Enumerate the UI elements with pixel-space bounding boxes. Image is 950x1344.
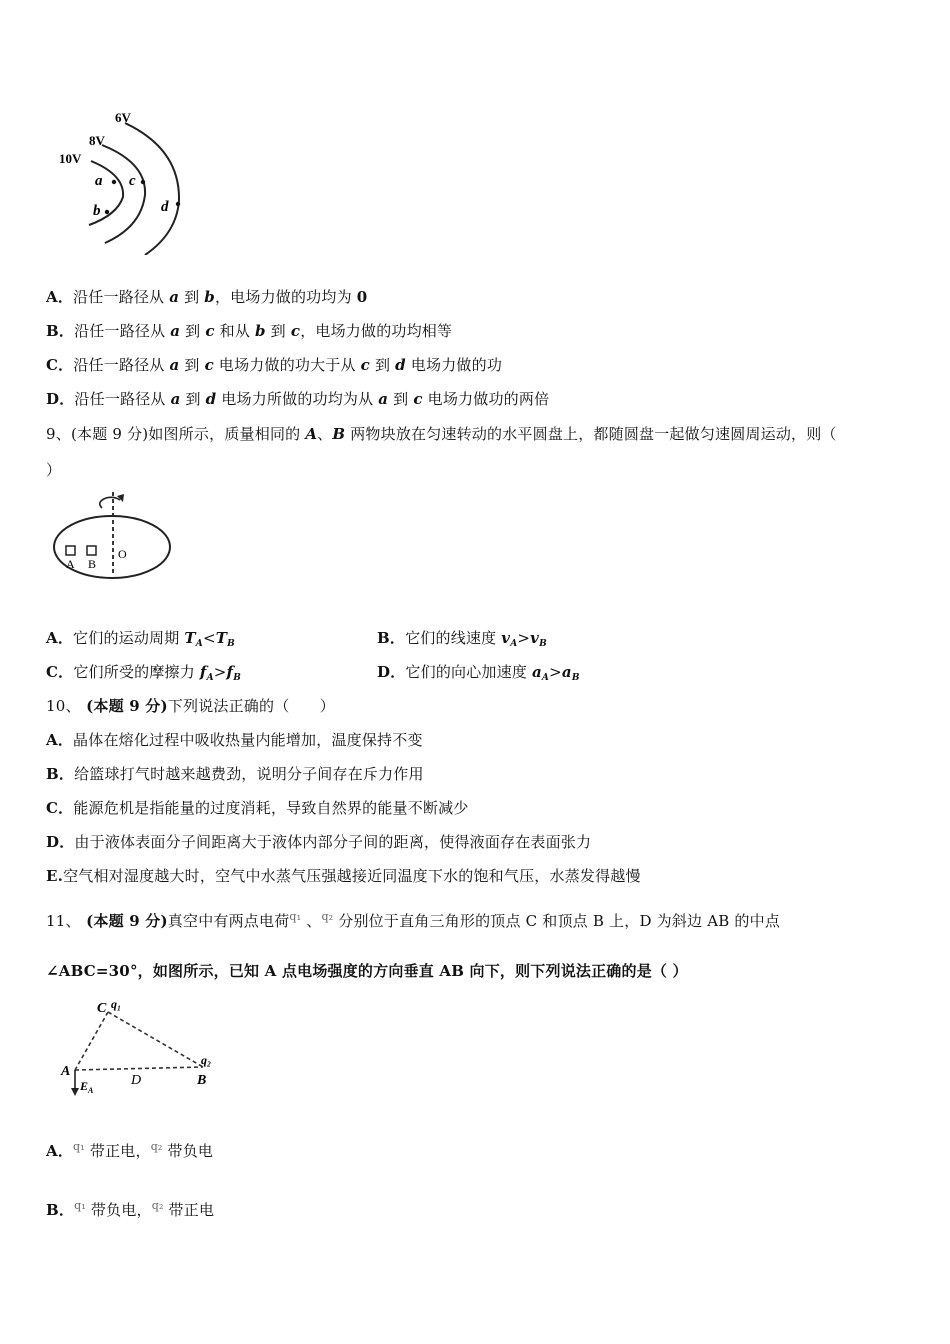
point-b	[105, 210, 109, 214]
label-A: A	[66, 557, 75, 571]
label-a: a	[95, 173, 103, 189]
q9-option-b: B．它们的线速度 $v_A>v_B$	[377, 629, 547, 649]
q11-stem: 11、 (本题 9 分)真空中有两点电荷$^{q_1}$ 、$^{q_2}$ 分别位于直角三角形的顶点 C 和顶点 B 上，D 为斜边 AB 的中点	[46, 910, 781, 930]
point-d	[176, 202, 180, 206]
q10-option-e: E.空气相对湿度越大时，空气中水蒸气压强越接近同温度下水的饱和气压，水蒸发得越慢	[46, 867, 641, 885]
point-a	[112, 180, 116, 184]
q9-stem: 9、(本题 9 分)如图所示，质量相同的 A、B 两物块放在匀速转动的水平圆盘上，都随圆盘一起做匀速圆周运动，则（	[46, 425, 837, 443]
label-d: d	[161, 199, 169, 215]
q9-option-d: D．它们的向心加速度 $a_A>a_B$	[377, 663, 580, 683]
q11-option-b: B．$^{q_1}$ 带负电，$^{q_2}$ 带正电	[46, 1199, 215, 1219]
edge-cb	[108, 1012, 203, 1067]
label-EA: $E_A$	[80, 1079, 94, 1095]
q10-stem: 10、 (本题 9 分)下列说法正确的（ ）	[46, 697, 335, 715]
label-O: O	[118, 547, 127, 561]
label-q1: q₁	[111, 997, 122, 1011]
block-b	[87, 546, 96, 555]
label-A: A	[61, 1064, 71, 1079]
q11-option-a: A．$^{q_1}$ 带正电，$^{q_2}$ 带负电	[46, 1140, 214, 1160]
rotation-arrow-icon	[100, 497, 120, 508]
label-B: B	[197, 1073, 207, 1088]
q10-option-d: D．由于液体表面分子间距离大于液体内部分子间的距离，使得液面存在表面张力	[46, 833, 592, 851]
q9-stem-continued: ）	[46, 461, 62, 479]
q10-option-c: C．能源危机是指能量的过度消耗，导致自然界的能量不断减少	[46, 799, 469, 817]
rotating-disc-figure	[50, 488, 180, 588]
q9-option-c: C．它们所受的摩擦力 $f_A>f_B$	[46, 663, 242, 683]
triangle-charges-figure	[55, 992, 225, 1102]
label-8v: 8V	[89, 133, 105, 148]
label-10v: 10V	[59, 151, 82, 166]
label-c: c	[129, 173, 136, 189]
q8-option-b: B．沿任一路径从 a 到 c 和从 b 到 c，电场力做的功均相等	[46, 322, 453, 340]
edge-ca	[75, 1012, 108, 1070]
label-C: C	[97, 1001, 107, 1016]
q11-stem-continued: ∠ABC=30°，如图所示，已知 A 点电场强度的方向垂直 AB 向下，则下列说法正确的是（ ）	[46, 962, 688, 980]
q8-option-d: D．沿任一路径从 a 到 d 电场力所做的功均为从 a 到 c 电场力做功的两倍	[46, 390, 550, 408]
equipotential-figure	[55, 105, 195, 255]
edge-ab	[75, 1067, 203, 1070]
label-B: B	[88, 557, 97, 571]
arrow-down-icon	[71, 1088, 79, 1096]
label-D: D	[131, 1073, 142, 1088]
block-a	[66, 546, 75, 555]
q8-option-a: A．沿任一路径从 a 到 b，电场力做的功均为 0	[46, 288, 368, 306]
label-b: b	[93, 203, 101, 219]
q10-option-b: B．给篮球打气时越来越费劲，说明分子间存在斥力作用	[46, 765, 424, 783]
equipotential-arc-6v	[125, 123, 179, 255]
q9-option-a: A．它们的运动周期 $T_A<T_B$	[46, 629, 235, 649]
point-c	[141, 180, 145, 184]
q10-option-a: A．晶体在熔化过程中吸收热量内能增加，温度保持不变	[46, 731, 423, 749]
label-q2: q₂	[201, 1053, 212, 1067]
label-6v: 6V	[115, 110, 131, 125]
q8-option-c: C．沿任一路径从 a 到 c 电场力做的功大于从 c 到 d 电场力做的功	[46, 356, 503, 374]
